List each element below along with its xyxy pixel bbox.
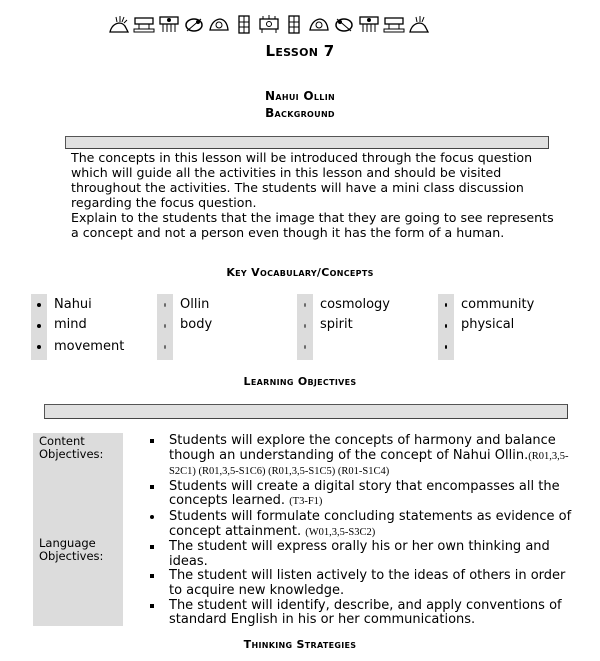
aztec-glyph-icon: [358, 14, 380, 34]
aztec-glyph-icon: [233, 14, 255, 34]
square-bullet-icon: [150, 485, 154, 489]
objectives-label-column: [33, 433, 123, 626]
objective-item: Students will explore the concepts of harmony and balance though an understanding of the concept of Nahui Ollin.(R01,3,5-S2C1) (R01,3,5-S1C6) (R01,3,5-S1C5) (R01-S1C4): [148, 434, 578, 480]
square-bullet-icon: [150, 439, 154, 443]
bullet-icon: [37, 324, 41, 328]
bullet-icon: [445, 345, 447, 349]
objective-item: Students will formulate concluding statements as evidence of concept attainment. (W01,3,5-S3C2): [148, 510, 578, 540]
objective-item: The student will identify, describe, and apply conventions of standard English in his or her communications.: [148, 599, 578, 628]
standard-code: (R01,3,5-S2C1) (R01,3,5-S1C6) (R01,3,5-S1C5) (R01-S1C4): [169, 450, 569, 478]
vocab-term: Nahui: [54, 297, 92, 312]
vocab-term: community: [461, 297, 535, 312]
vocab-term: movement: [54, 339, 125, 354]
objectives-heading: Learning Objectives: [243, 375, 357, 388]
objective-item: The student will listen actively to the ideas of others in order to acquire new knowledge.: [148, 569, 578, 598]
aztec-glyph-icon: [308, 14, 330, 34]
vocab-term: mind: [54, 317, 87, 332]
background-paragraph: The concepts in this lesson will be introduced through the focus question which will guide all the activities in this lesson and should be visited throughout the activities. The students will have a mini class discussion regarding the focus question.: [71, 150, 533, 211]
vocab-term: cosmology: [320, 297, 391, 312]
bullet-icon: [445, 303, 447, 307]
vocab-term: Ollin: [180, 297, 210, 312]
aztec-glyph-icon: [133, 14, 155, 34]
bullet-icon: [37, 345, 41, 349]
objectives-bar: [44, 404, 568, 419]
aztec-glyph-icon: [283, 14, 305, 34]
square-bullet-icon: [150, 604, 154, 608]
aztec-glyph-icon: [108, 14, 130, 34]
vocab-term: spirit: [320, 317, 353, 332]
bullet-icon: [164, 324, 166, 328]
aztec-glyph-icon: [183, 14, 205, 34]
thinking-strategies-heading: Thinking Strategies: [243, 638, 357, 651]
lesson-title: Lesson 7: [265, 42, 335, 60]
background-paragraph: Explain to the students that the image that they are going to see represents a concept and not a person even though it has the form of a human.: [71, 210, 554, 241]
objective-item: Students will create a digital story that encompasses all the concepts learned. (T3-F1): [148, 480, 578, 510]
content-objectives-label: Content Objectives:: [39, 434, 104, 461]
vocabulary-heading: Key Vocabulary/Concepts: [226, 266, 374, 279]
vocab-term: physical: [461, 317, 515, 332]
standard-code: (T3-F1): [289, 496, 323, 508]
bullet-icon: [164, 303, 166, 307]
objectives-list: [148, 434, 578, 628]
aztec-glyph-icon: [333, 14, 355, 34]
lesson-name: Nahui Ollin: [265, 89, 335, 103]
aztec-glyph-icon: [158, 14, 180, 34]
bullet-icon: [164, 345, 166, 349]
bullet-icon: [304, 303, 306, 307]
background-heading: Background: [265, 106, 335, 120]
square-bullet-icon: [150, 574, 154, 578]
round-bullet-icon: [150, 515, 154, 519]
background-bar: [65, 136, 549, 149]
background-text: [71, 150, 561, 241]
standard-code: (W01,3,5-S3C2): [305, 526, 376, 538]
bullet-icon: [445, 324, 447, 328]
aztec-glyph-icon: [383, 14, 405, 34]
vocab-term: body: [180, 317, 213, 332]
bullet-icon: [304, 324, 306, 328]
aztec-glyph-border: [108, 8, 508, 34]
bullet-icon: [37, 303, 41, 307]
language-objectives-label: Language Objectives:: [39, 536, 104, 563]
aztec-glyph-icon: [408, 14, 430, 34]
aztec-glyph-icon: [258, 14, 280, 34]
aztec-glyph-icon: [208, 14, 230, 34]
square-bullet-icon: [150, 545, 154, 549]
objective-item: The student will express orally his or her own thinking and ideas.: [148, 540, 578, 569]
bullet-icon: [304, 345, 306, 349]
